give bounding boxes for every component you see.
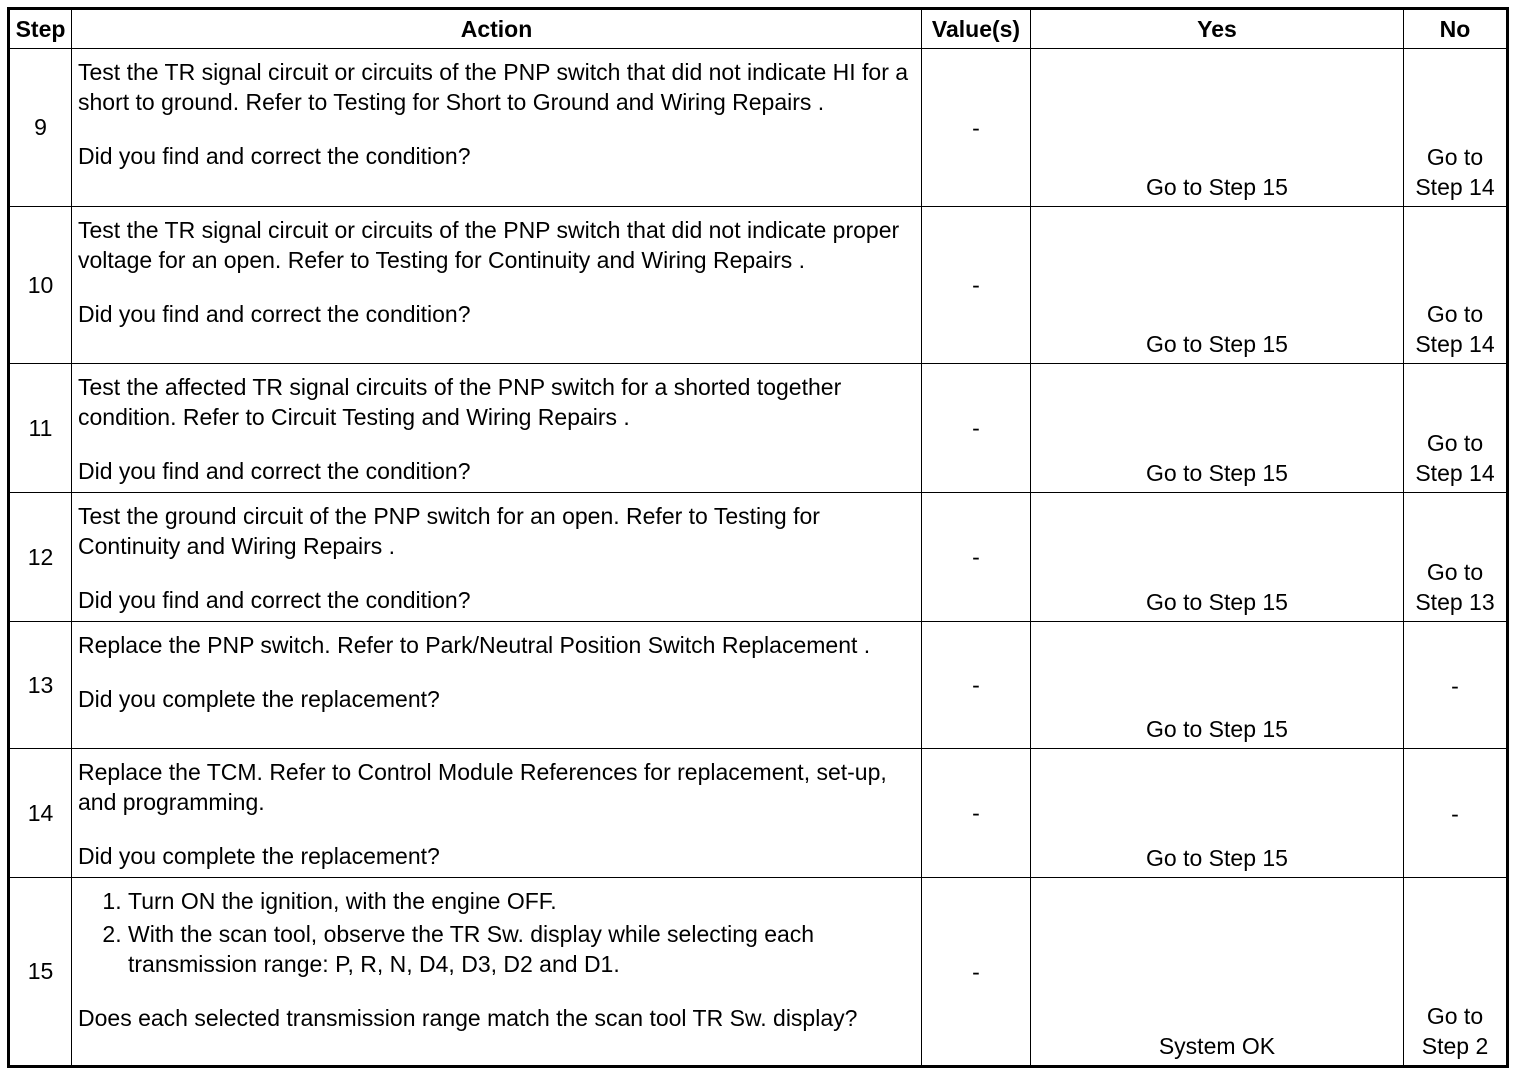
action-text: Replace the PNP switch. Refer to Park/Neutral Position Switch Replacement . bbox=[78, 632, 871, 658]
step-number: 15 bbox=[9, 878, 72, 1067]
no-text: Go to Step 14 bbox=[1415, 430, 1495, 486]
header-values: Value(s) bbox=[922, 9, 1031, 49]
action-question: Did you complete the replacement? bbox=[78, 686, 440, 712]
value-cell: - bbox=[922, 493, 1031, 622]
step-number: 12 bbox=[9, 493, 72, 622]
action-text: Test the TR signal circuit or circuits of the PNP switch that did not indicate proper voltage for an open. Refer to Testing for Continuity and Wiring Repairs . bbox=[78, 217, 900, 273]
table-row bbox=[9, 749, 1508, 878]
step-number: 9 bbox=[9, 49, 72, 207]
yes-cell: Go to Step 15 bbox=[1031, 49, 1404, 207]
action-question: Did you complete the replacement? bbox=[78, 843, 440, 869]
table-row bbox=[9, 49, 1508, 207]
no-cell bbox=[1404, 878, 1508, 1067]
substep-item: 1. Turn ON the ignition, with the engine OFF. bbox=[128, 886, 915, 916]
step-number: 14 bbox=[9, 749, 72, 878]
no-cell: - bbox=[1404, 622, 1508, 749]
value-cell: - bbox=[922, 878, 1031, 1067]
table-row bbox=[9, 493, 1508, 622]
value-cell: - bbox=[922, 749, 1031, 878]
action-question: Did you find and correct the condition? bbox=[78, 587, 471, 613]
value-cell: - bbox=[922, 207, 1031, 364]
no-text: Go to Step 13 bbox=[1415, 559, 1495, 615]
value-cell: - bbox=[922, 364, 1031, 493]
step-number: 10 bbox=[9, 207, 72, 364]
action-cell bbox=[72, 364, 922, 493]
action-cell bbox=[72, 207, 922, 364]
yes-cell: Go to Step 15 bbox=[1031, 207, 1404, 364]
action-text: Test the ground circuit of the PNP switch for an open. Refer to Testing for Continuity and Wiring Repairs . bbox=[78, 503, 820, 559]
table-row bbox=[9, 878, 1508, 1067]
action-text: Test the TR signal circuit or circuits of the PNP switch that did not indicate HI for a short to ground. Refer to Testing for Short to Ground and Wiring Repairs . bbox=[78, 59, 909, 115]
no-cell bbox=[1404, 364, 1508, 493]
no-cell bbox=[1404, 493, 1508, 622]
header-yes: Yes bbox=[1031, 9, 1404, 49]
substep-list bbox=[78, 886, 915, 979]
no-text: Go to Step 2 bbox=[1421, 1003, 1489, 1059]
action-cell bbox=[72, 49, 922, 207]
value-cell: - bbox=[922, 49, 1031, 207]
no-cell bbox=[1404, 207, 1508, 364]
substep-item: 2. With the scan tool, observe the TR Sw. display while selecting each transmission range: P, R, N, D4, D3, D2 and D1. bbox=[128, 919, 915, 979]
yes-cell: System OK bbox=[1031, 878, 1404, 1067]
action-text: Test the affected TR signal circuits of the PNP switch for a shorted together condition. Refer to Circuit Testing and Wiring Repairs . bbox=[78, 374, 842, 430]
action-text: Replace the TCM. Refer to Control Module References for replacement, set-up, and programming. bbox=[78, 759, 887, 815]
header-step: Step bbox=[9, 9, 72, 49]
yes-cell: Go to Step 15 bbox=[1031, 749, 1404, 878]
action-question: Does each selected transmission range match the scan tool TR Sw. display? bbox=[78, 1005, 858, 1031]
value-cell: - bbox=[922, 622, 1031, 749]
step-number: 11 bbox=[9, 364, 72, 493]
yes-cell: Go to Step 15 bbox=[1031, 493, 1404, 622]
action-cell bbox=[72, 493, 922, 622]
yes-cell: Go to Step 15 bbox=[1031, 364, 1404, 493]
no-text: Go to Step 14 bbox=[1415, 301, 1495, 357]
no-cell bbox=[1404, 49, 1508, 207]
action-cell bbox=[72, 878, 922, 1067]
no-cell: - bbox=[1404, 749, 1508, 878]
header-no: No bbox=[1404, 9, 1508, 49]
header-action: Action bbox=[72, 9, 922, 49]
action-cell bbox=[72, 749, 922, 878]
table-row bbox=[9, 622, 1508, 749]
diagnostic-table bbox=[7, 7, 1509, 1068]
action-question: Did you find and correct the condition? bbox=[78, 458, 471, 484]
table-row bbox=[9, 364, 1508, 493]
action-question: Did you find and correct the condition? bbox=[78, 301, 471, 327]
action-question: Did you find and correct the condition? bbox=[78, 143, 471, 169]
action-cell bbox=[72, 622, 922, 749]
step-number: 13 bbox=[9, 622, 72, 749]
yes-cell: Go to Step 15 bbox=[1031, 622, 1404, 749]
table-row bbox=[9, 207, 1508, 364]
no-text: Go to Step 14 bbox=[1415, 144, 1495, 200]
header-row bbox=[9, 9, 1508, 49]
